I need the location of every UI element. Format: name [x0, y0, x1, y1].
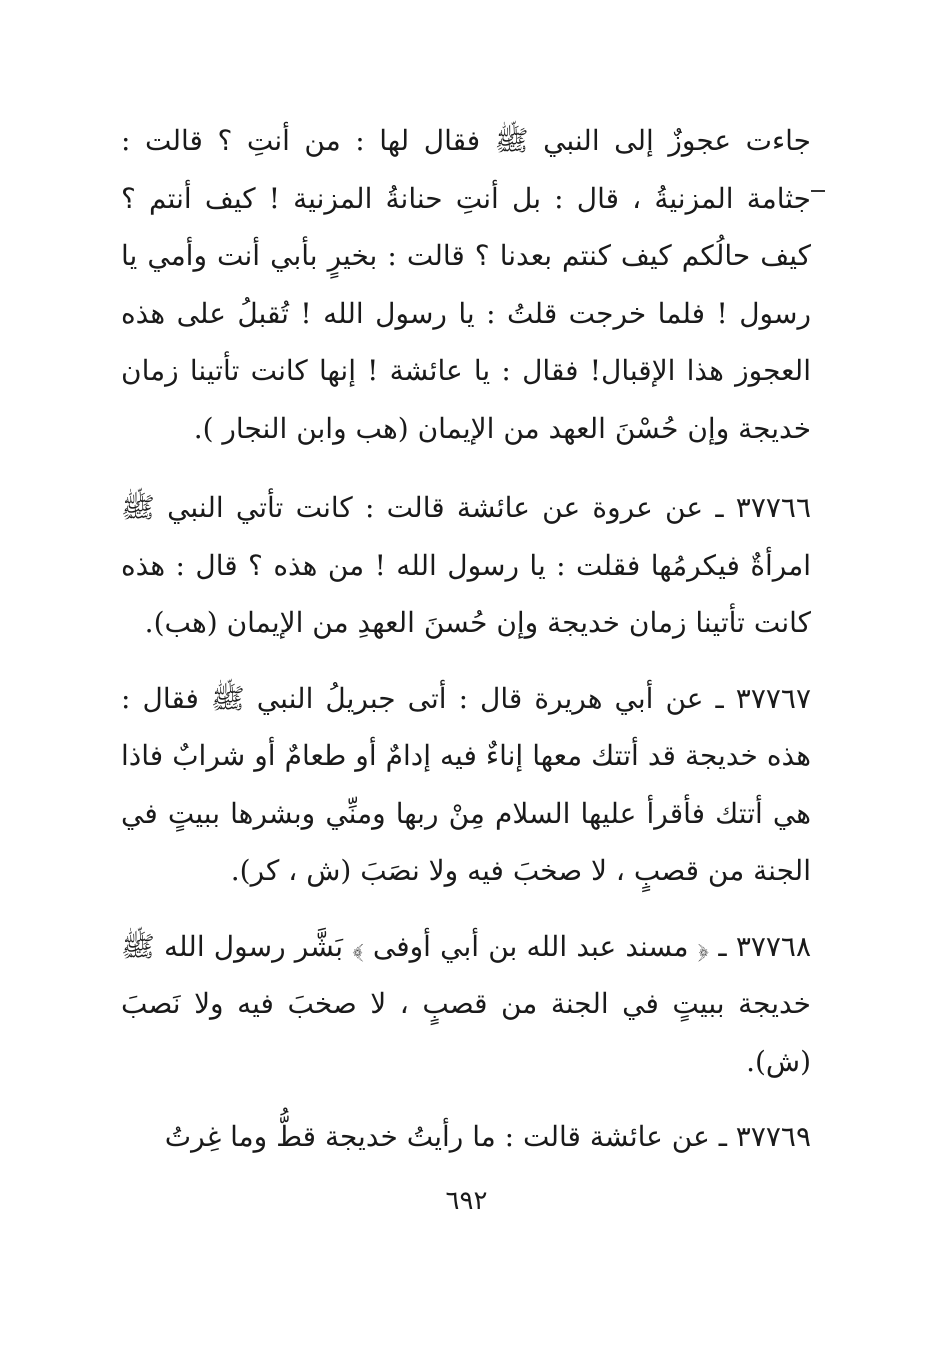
hadith-number: ٣٧٧٦٧ ـ	[715, 681, 811, 715]
hadith-text: عن عائشة قالت : ما رأيتُ خديجة قطُّ وما غِرتُ	[164, 1120, 710, 1153]
page-number: ٦٩٢	[445, 1186, 488, 1216]
hadith-text: عن أبي هريرة قال : أتى جبريلُ النبي ﷺ فقال : هذه خديجة قد أتتك معها إناءٌ فيه إدامٌ أو طعامٌ أو شرابٌ فاذا هي أتتك فأقرأ عليها السلام مِنْ ربها ومنِّي وبشرها ببيتٍ في الجنة من قصبٍ ، لا صخبَ فيه ولا نصَبَ (ش ، كر).	[121, 681, 811, 887]
hadith-paragraph	[121, 112, 811, 457]
margin-mark	[811, 190, 825, 192]
hadith-number: ٣٧٧٦٨ ـ	[718, 929, 812, 963]
hadith-text-block	[121, 112, 811, 1184]
hadith-text: عن عروة عن عائشة قالت : كانت تأتي النبي ﷺ امرأةٌ فيكرمُها فقلت : يا رسول الله ! من هذه ؟ قال : هذه كانت تأتينا زمان خديجة وإن حُسنَ العهدِ من الإيمان (هب).	[121, 491, 811, 639]
hadith-text: ﴿ مسند عبد الله بن أبي أوفى ﴾ بَشَّر رسول الله ﷺ خديجة ببيتٍ في الجنة من قصبٍ ، لا صخبَ فيه ولا نَصبَ (ش).	[121, 929, 811, 1078]
hadith-paragraph	[121, 670, 811, 900]
hadith-text: جاءت عجوزٌ إلى النبي ﷺ فقال لها : من أنتِ ؟ قالت : جثامة المزنيةُ ، قال : بل أنتِ حنانةُ المزنية ! كيف أنتم ؟ كيف حالُكم كيف كنتم بعدنا ؟ قالت : بخيرٍ بأبي أنت وأمي يا رسول ! فلما خرجت قلتُ : يا رسول الله ! تُقبلُ على هذه العجوز هذا الإقبال! فقال : يا عائشة ! إنها كانت تأتينا زمان خديجة وإن حُسْنَ العهد من الإيمان (هب وابن النجار ).	[121, 124, 811, 445]
hadith-paragraph	[121, 479, 811, 652]
hadith-paragraph	[121, 1108, 811, 1166]
hadith-number: ٣٧٧٦٦ ـ	[715, 491, 811, 524]
hadith-number: ٣٧٧٦٩ ـ	[718, 1120, 811, 1153]
hadith-paragraph	[121, 918, 811, 1091]
